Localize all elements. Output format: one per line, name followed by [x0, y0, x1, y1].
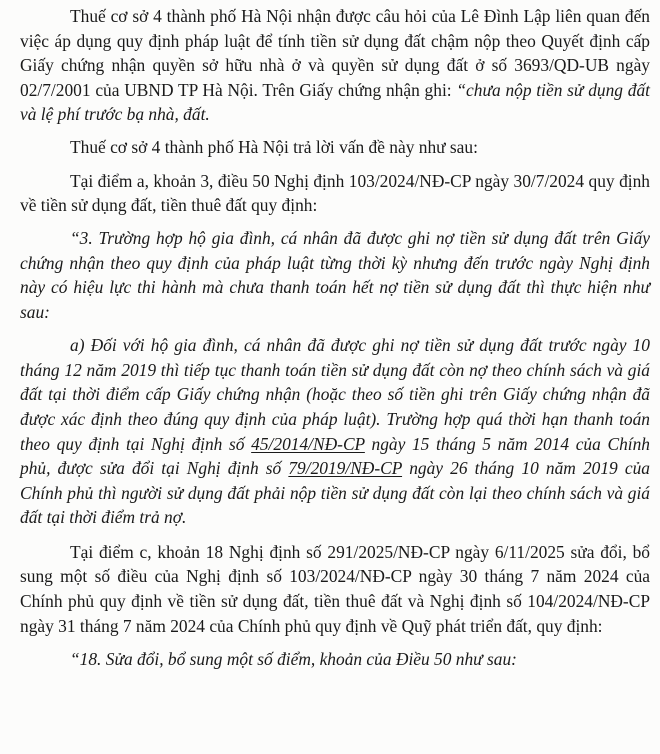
quote-point-a-text-1: a) Đối với hộ gia đình, cá nhân đã được ghi nợ tiền sử dụng đất trước ngày 10 tháng 12 năm 2019 thì tiếp tục thanh toán tiền sử dụng đất còn nợ theo chính sách và giá đất tại thời điểm cấp Giấy chứng nhận (hoặc theo số tiền ghi trên Giấy chứng nhận đã được xác định theo đúng quy định của pháp luật). Trường hợp quá thời hạn thanh toán theo quy định tại Nghị định số: [20, 335, 650, 454]
quote-point-a-text-3: ngày 26 tháng 10 năm 2019 của Chính phủ thì người sử dụng đất phải nộp tiền sử dụng đất còn lại theo chính sách và giá đất tại thời điểm trả nợ.: [20, 458, 650, 528]
citation-decree-291-paragraph: Tại điểm c, khoản 18 Nghị định số 291/2025/NĐ-CP ngày 6/11/2025 sửa đổi, bổ sung một số điều của Nghị định số 103/2024/NĐ-CP ngày 30 tháng 7 năm 2024 của Chính phủ quy định về tiền sử dụng đất, tiền thuê đất và Nghị định số 104/2024/NĐ-CP ngày 31 tháng 7 năm 2024 của Chính phủ quy định về Quỹ phát triển đất, quy định:: [20, 541, 650, 636]
citation-decree-103-paragraph: Tại điểm a, khoản 3, điều 50 Nghị định 103/2024/NĐ-CP ngày 30/7/2024 quy định về tiền sử dụng đất, tiền thuê đất quy định:: [20, 170, 650, 216]
decree-79-2019-reference: 79/2019/NĐ-CP: [288, 458, 403, 479]
quote-point-a-text-2: ngày 15 tháng 5 năm 2014 của Chính phủ, được sửa đổi tại Nghị định số: [20, 433, 650, 479]
quote-clause-18: “18. Sửa đổi, bổ sung một số điểm, khoản của Điều 50 như sau:: [70, 648, 517, 669]
answer-lead-paragraph: Thuế cơ sở 4 thành phố Hà Nội trả lời vấn đề này như sau:: [70, 137, 478, 158]
intro-text: Thuế cơ sở 4 thành phố Hà Nội nhận được câu hỏi của Lê Đình Lập liên quan đến việc áp dụng quy định pháp luật để tính tiền sử dụng đất chậm nộp theo Quyết định cấp Giấy chứng nhận quyền sở hữu nhà ở và quyền sử dụng đất ở số 3693/QD-UB ngày 02/7/2001 của UBND TP Hà Nội. Trên Giấy chứng nhận ghi:: [20, 6, 650, 100]
intro-paragraph: [20, 4, 650, 127]
certificate-note: “chưa nộp tiền sử dụng đất và lệ phí trước bạ nhà, đất.: [20, 79, 650, 125]
quote-clause-3: “3. Trường hợp hộ gia đình, cá nhân đã được ghi nợ tiền sử dụng đất trên Giấy chứng nhận theo quy định của pháp luật từng thời kỳ nhưng đến trước ngày Nghị định này có hiệu lực thi hành mà chưa thanh toán hết nợ tiền sử dụng đất thì thực hiện như sau:: [20, 228, 650, 323]
decree-45-2014-reference: 45/2014/NĐ-CP: [251, 433, 365, 454]
quote-point-a: [20, 333, 650, 530]
